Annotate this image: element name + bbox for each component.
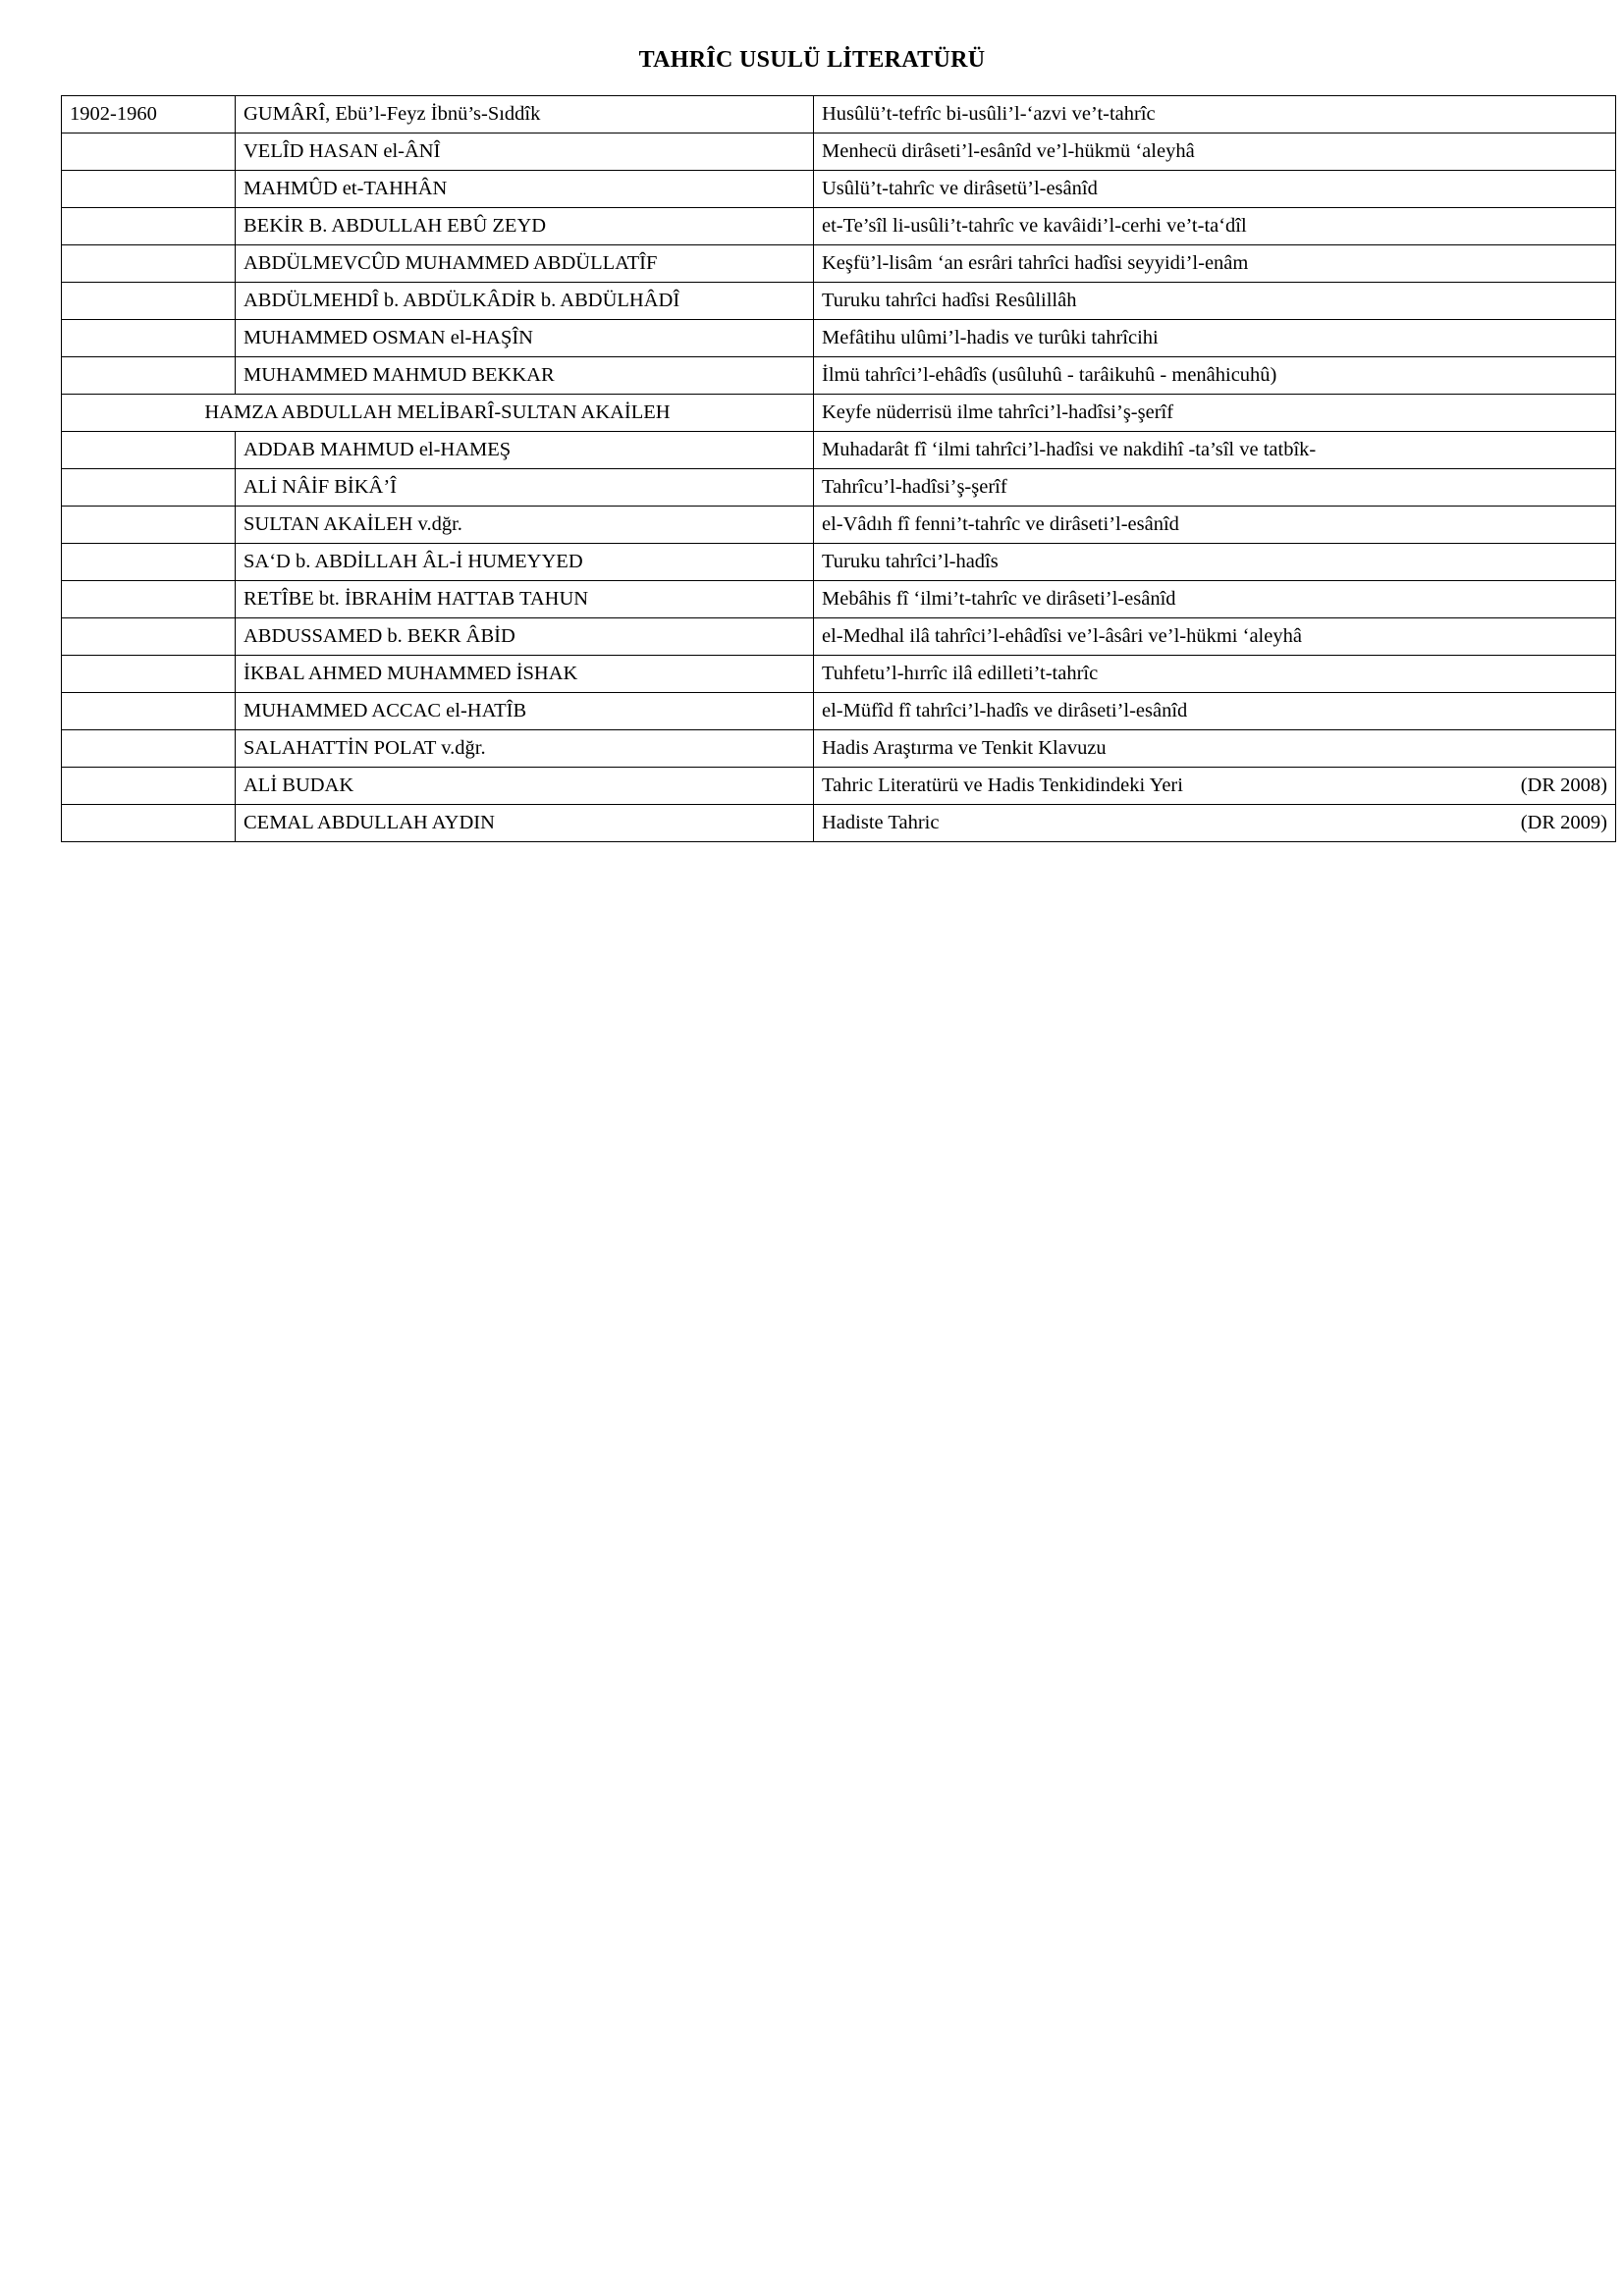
cell-year (62, 730, 236, 768)
cell-work: Turuku tahrîci hadîsi Resûlillâh (814, 283, 1616, 320)
cell-year (62, 171, 236, 208)
work-note: (DR 2009) (1520, 811, 1607, 833)
cell-year (62, 507, 236, 544)
cell-author: MAHMÛD et-TAHHÂN (236, 171, 814, 208)
cell-author: MUHAMMED ACCAC el-HATÎB (236, 693, 814, 730)
cell-work: Tahrîcu’l-hadîsi’ş-şerîf (814, 469, 1616, 507)
table-row (62, 171, 1616, 208)
cell-author: RETÎBE bt. İBRAHİM HATTAB TAHUN (236, 581, 814, 618)
cell-year (62, 432, 236, 469)
cell-year (62, 357, 236, 395)
cell-year (62, 133, 236, 171)
table-row (62, 96, 1616, 133)
cell-work: Keyfe nüderrisü ilme tahrîci’l-hadîsi’ş-şerîf (814, 395, 1616, 432)
cell-year (62, 208, 236, 245)
table-row (62, 245, 1616, 283)
table-row (62, 768, 1616, 805)
cell-author: ABDUSSAMED b. BEKR ÂBİD (236, 618, 814, 656)
cell-work: Mefâtihu ulûmi’l-hadis ve turûki tahrîcihi (814, 320, 1616, 357)
cell-work: İlmü tahrîci’l-ehâdîs (usûluhû - tarâikuhû - menâhicuhû) (814, 357, 1616, 395)
cell-author: ADDAB MAHMUD el-HAMEŞ (236, 432, 814, 469)
cell-author: GUMÂRÎ, Ebü’l-Feyz İbnü’s-Sıddîk (236, 96, 814, 133)
cell-work: Keşfü’l-lisâm ‘an esrâri tahrîci hadîsi seyyidi’l-enâm (814, 245, 1616, 283)
cell-work: Turuku tahrîci’l-hadîs (814, 544, 1616, 581)
cell-author: HAMZA ABDULLAH MELİBARÎ-SULTAN AKAİLEH (62, 395, 814, 432)
table-row (62, 283, 1616, 320)
table-row (62, 656, 1616, 693)
cell-work: Husûlü’t-tefrîc bi-usûli’l-‘azvi ve’t-tahrîc (814, 96, 1616, 133)
work-title: Tahric Literatürü ve Hadis Tenkidindeki Yeri (822, 774, 1183, 796)
cell-year (62, 320, 236, 357)
cell-work: Mebâhis fî ‘ilmi’t-tahrîc ve dirâseti’l-esânîd (814, 581, 1616, 618)
cell-work: Muhadarât fî ‘ilmi tahrîci’l-hadîsi ve nakdihî -ta’sîl ve tatbîk- (814, 432, 1616, 469)
table-body (62, 96, 1616, 842)
cell-work: el-Müfîd fî tahrîci’l-hadîs ve dirâseti’l-esânîd (814, 693, 1616, 730)
table-row (62, 357, 1616, 395)
cell-author: CEMAL ABDULLAH AYDIN (236, 805, 814, 842)
cell-author: ABDÜLMEHDÎ b. ABDÜLKÂDİR b. ABDÜLHÂDÎ (236, 283, 814, 320)
cell-year (62, 693, 236, 730)
cell-author: BEKİR B. ABDULLAH EBÛ ZEYD (236, 208, 814, 245)
work-title: Hadiste Tahric (822, 811, 940, 833)
cell-author: MUHAMMED MAHMUD BEKKAR (236, 357, 814, 395)
work-note: (DR 2008) (1520, 774, 1607, 796)
cell-work: Hadis Araştırma ve Tenkit Klavuzu (814, 730, 1616, 768)
cell-year (62, 805, 236, 842)
cell-year (62, 245, 236, 283)
cell-work: Menhecü dirâseti’l-esânîd ve’l-hükmü ‘aleyhâ (814, 133, 1616, 171)
cell-work: et-Te’sîl li-usûli’t-tahrîc ve kavâidi’l-cerhi ve’t-ta‘dîl (814, 208, 1616, 245)
cell-work: Usûlü’t-tahrîc ve dirâsetü’l-esânîd (814, 171, 1616, 208)
cell-author: ABDÜLMEVCÛD MUHAMMED ABDÜLLATÎF (236, 245, 814, 283)
table-row (62, 320, 1616, 357)
table-row (62, 544, 1616, 581)
table-row (62, 469, 1616, 507)
cell-work: Tuhfetu’l-hırrîc ilâ edilleti’t-tahrîc (814, 656, 1616, 693)
cell-year: 1902-1960 (62, 96, 236, 133)
table-row (62, 208, 1616, 245)
cell-author: ALİ BUDAK (236, 768, 814, 805)
table-row (62, 133, 1616, 171)
cell-work: el-Medhal ilâ tahrîci’l-ehâdîsi ve’l-âsâri ve’l-hükmi ‘aleyhâ (814, 618, 1616, 656)
cell-work: el-Vâdıh fî fenni’t-tahrîc ve dirâseti’l-esânîd (814, 507, 1616, 544)
cell-year (62, 656, 236, 693)
cell-author: ALİ NÂİF BİKÂ’Î (236, 469, 814, 507)
table-row (62, 693, 1616, 730)
table-row (62, 805, 1616, 842)
cell-year (62, 469, 236, 507)
cell-year (62, 283, 236, 320)
table-row (62, 395, 1616, 432)
cell-work (814, 768, 1616, 805)
table-row (62, 618, 1616, 656)
literature-table (61, 95, 1616, 842)
cell-author: VELÎD HASAN el-ÂNÎ (236, 133, 814, 171)
cell-author: İKBAL AHMED MUHAMMED İSHAK (236, 656, 814, 693)
cell-author: SULTAN AKAİLEH v.dğr. (236, 507, 814, 544)
cell-year (62, 581, 236, 618)
cell-year (62, 544, 236, 581)
table-row (62, 507, 1616, 544)
page-title: TAHRÎC USULÜ LİTERATÜRÜ (638, 47, 986, 73)
cell-author: MUHAMMED OSMAN el-HAŞÎN (236, 320, 814, 357)
cell-work (814, 805, 1616, 842)
cell-author: SA‘D b. ABDİLLAH ÂL-İ HUMEYYED (236, 544, 814, 581)
table-row (62, 730, 1616, 768)
table-row (62, 581, 1616, 618)
cell-year (62, 768, 236, 805)
cell-year (62, 618, 236, 656)
cell-author: SALAHATTİN POLAT v.dğr. (236, 730, 814, 768)
table-row (62, 432, 1616, 469)
